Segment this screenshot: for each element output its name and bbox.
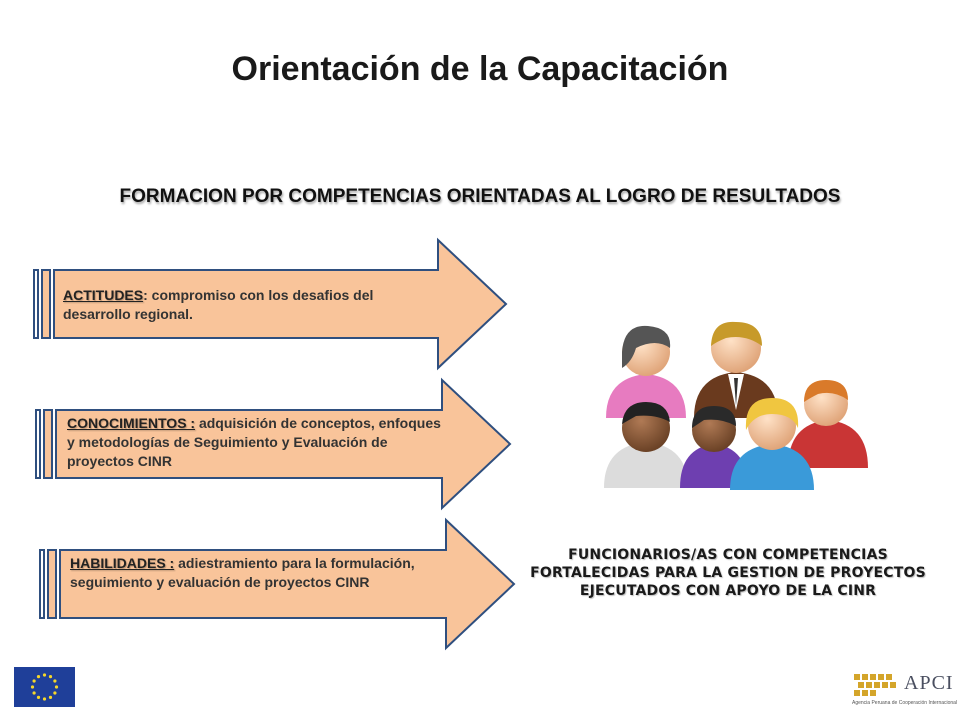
- outcome-text: FUNCIONARIOS/AS CON COMPETENCIAS FORTALECIDAS PARA LA GESTION DE PROYECTOS EJECUTADOS CON APOYO DE LA CINR: [530, 547, 926, 599]
- arrow-actitudes: [32, 236, 512, 372]
- group-of-people-icon: [596, 318, 876, 498]
- section-subtitle: FORMACION POR COMPETENCIAS ORIENTADAS AL LOGRO DE RESULTADOS: [119, 186, 841, 207]
- apci-wordmark: APCI: [904, 672, 954, 694]
- arrow-conocimientos: [34, 376, 514, 512]
- apci-logo: [852, 668, 958, 712]
- arrow-text: [63, 286, 433, 324]
- arrow-text: [67, 414, 445, 471]
- arrow-separator: :: [143, 287, 148, 303]
- page-title: Orientación de la Capacitación: [231, 50, 729, 88]
- arrow-label: ACTITUDES: [63, 287, 144, 303]
- arrow-description: adiestramiento para la formulación, seguimiento y evaluación de proyectos CINR: [70, 555, 415, 590]
- arrow-description: adquisición de conceptos, enfoques y metodologías de Seguimiento y Evaluación de proyectos CINR: [67, 415, 441, 469]
- arrow-habilidades: [38, 516, 518, 652]
- eu-flag-icon: [14, 667, 75, 707]
- arrow-label: CONOCIMIENTOS :: [67, 415, 196, 431]
- arrow-label: HABILIDADES :: [70, 555, 175, 571]
- apci-logo-icon: [852, 670, 902, 700]
- arrow-text: [70, 554, 448, 592]
- arrow-description: compromiso con los desafios del desarrollo regional.: [63, 287, 374, 322]
- apci-subtitle: Agencia Peruana de Cooperación Internacional: [852, 700, 958, 706]
